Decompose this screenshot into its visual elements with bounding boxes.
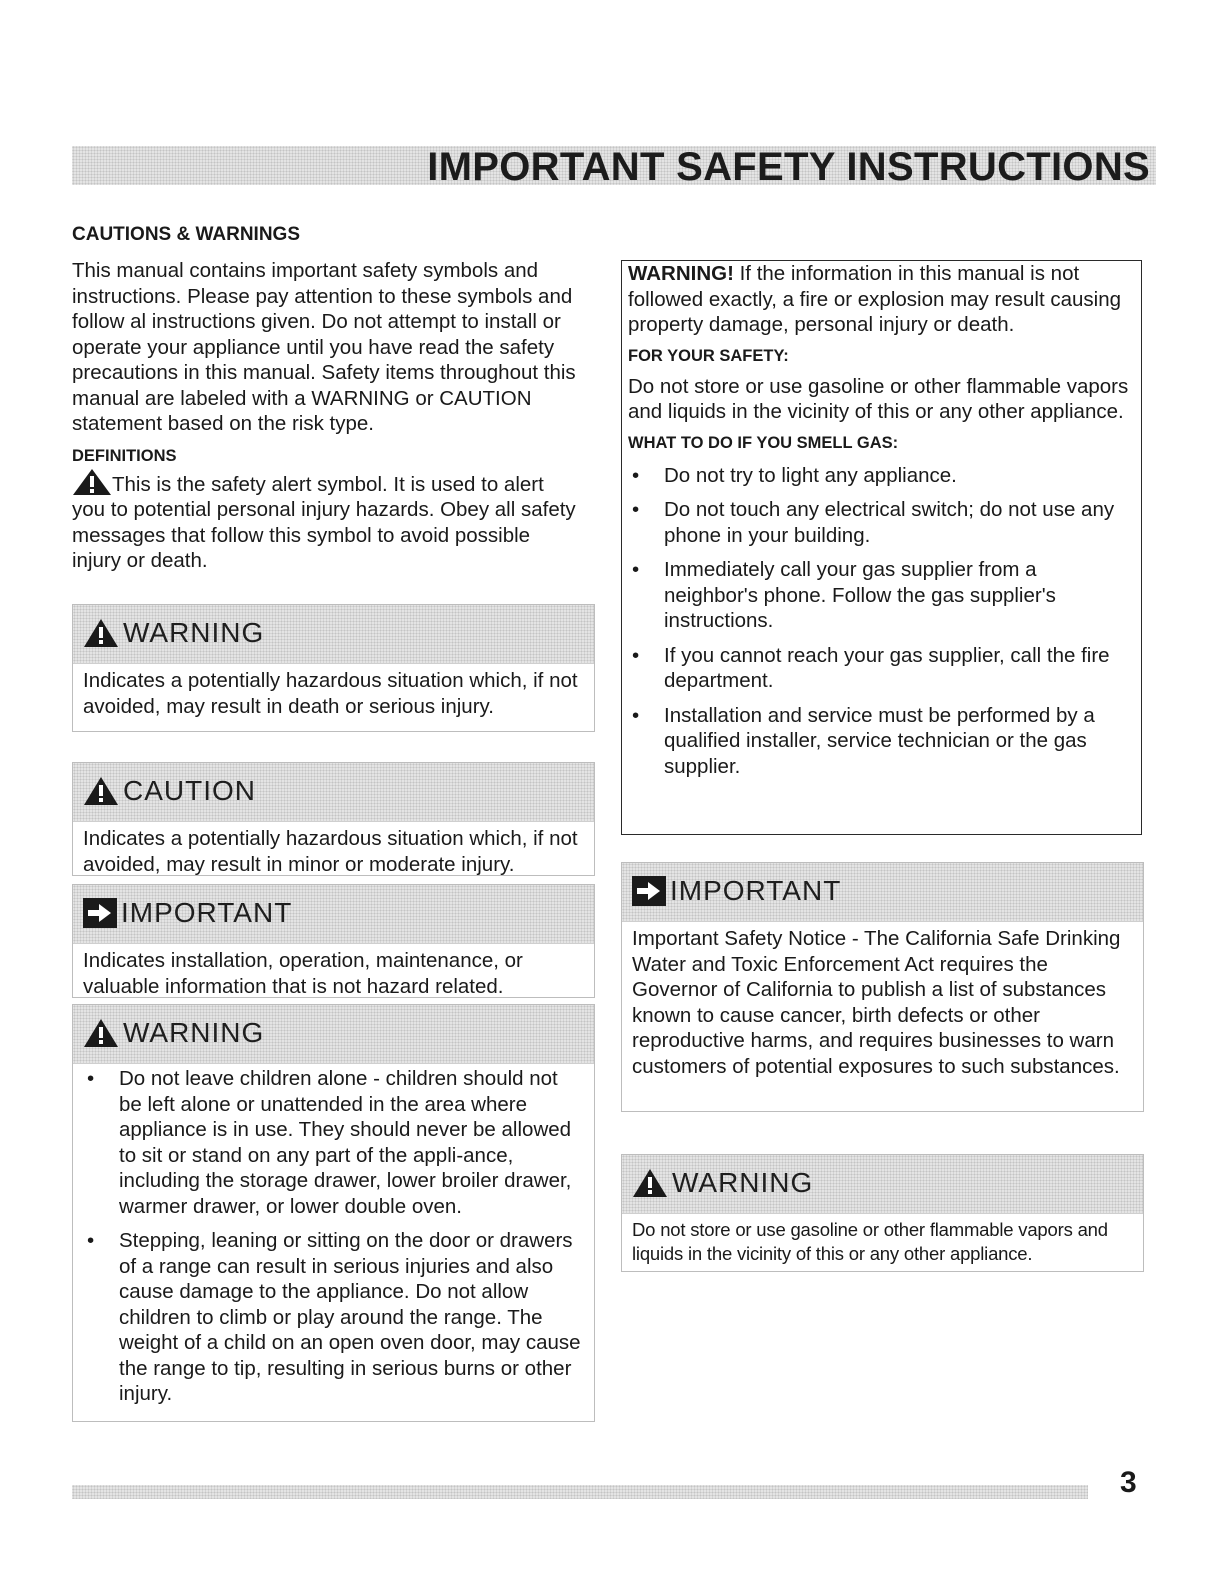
arrow-right-icon — [83, 898, 117, 928]
warning-triangle-icon — [632, 1168, 668, 1198]
important-definition-text: Indicates installation, operation, maintenance, or valuable information that is not hazard related. — [83, 949, 523, 998]
safety-text: Do not store or use gasoline or other flammable vapors and liquids in the vicinity of this or any other appliance. — [628, 374, 1129, 423]
definitions-paragraph — [72, 472, 582, 574]
warning-definition-text: Indicates a potentially hazardous situation which, if not avoided, may result in death or serious injury. — [83, 669, 578, 718]
children-warning-header — [73, 1005, 594, 1064]
flammable-warning-label: WARNING — [632, 1167, 813, 1199]
warning-label: WARNING — [83, 617, 264, 649]
california-notice-box — [621, 862, 1144, 1112]
title-band — [72, 145, 1156, 189]
list-item: • Do not try to light any appliance. — [628, 463, 1135, 489]
page-number: 3 — [1120, 1466, 1137, 1499]
list-item: • Do not leave children alone - children should not be left alone or unattended in the area where appliance is in use. They should never be allowed to sit or stand on any part of the appli-ance, including the storage drawer, lower broiler drawer, warmer drawer, or lower double oven. — [83, 1066, 584, 1219]
flammable-warning-text: Do not store or use gasoline or other flammable vapors and liquids in the vicinity of this or any other appliance. — [632, 1219, 1108, 1264]
arrow-right-icon — [632, 876, 666, 906]
caution-triangle-icon — [83, 776, 119, 806]
children-warning-box — [72, 1004, 595, 1422]
gas-warning-box — [621, 260, 1142, 835]
safety-alert-icon — [72, 468, 112, 496]
safety-title: FOR YOUR SAFETY: — [628, 346, 789, 365]
children-warning-list — [83, 1066, 584, 1407]
important-label: IMPORTANT — [83, 897, 292, 929]
list-item: • Immediately call your gas supplier from a neighbor's phone. Follow the gas supplier's instructions. — [628, 557, 1135, 634]
gas-title: WHAT TO DO IF YOU SMELL GAS: — [628, 433, 899, 452]
caution-label: CAUTION — [83, 775, 256, 807]
list-item: • Installation and service must be performed by a qualified installer, service technician or the gas supplier. — [628, 703, 1135, 780]
footer-band — [72, 1485, 1088, 1499]
california-label: IMPORTANT — [632, 875, 841, 907]
gas-warning-paragraph — [628, 261, 1135, 338]
warning-triangle-icon — [83, 1018, 119, 1048]
gas-list — [628, 463, 1135, 780]
california-header — [622, 863, 1143, 922]
definitions-title: DEFINITIONS — [72, 446, 177, 465]
definitions-text: This is the safety alert symbol. It is used to alert you to potential personal injury hazards. Obey all safety messages that follow this symbol to avoid possible injury or death. — [72, 472, 576, 572]
warning-triangle-icon — [83, 618, 119, 648]
intro-paragraph: This manual contains important safety symbols and instructions. Please pay attention to these symbols and follow al instructions given. Do not attempt to install or operate your appliance until you have read the safety precautions in this manual. Safety items throughout this manual are labeled with a WARNING or CAUTION statement based on the risk type. — [72, 259, 576, 435]
warning-text: If the information in this manual is not followed exactly, a fire or explosion may result causing property damage, personal injury or death. — [628, 262, 1121, 336]
section-title: CAUTIONS & WARNINGS — [72, 224, 300, 245]
warning-lead: WARNING! — [628, 262, 734, 285]
important-definition-box — [72, 884, 595, 998]
caution-definition-text: Indicates a potentially hazardous situation which, if not avoided, may result in minor or moderate injury. — [83, 827, 578, 876]
warning-definition-box — [72, 604, 595, 732]
list-item: • Stepping, leaning or sitting on the door or drawers of a range can result in serious injuries and also cause damage to the appliance. Do not allow children to climb or play around the range. The weight of a child on an open oven door, may cause the range to tip, resulting in serious burns or other injury. — [83, 1228, 584, 1407]
flammable-warning-box — [621, 1154, 1144, 1272]
children-warning-label: WARNING — [83, 1017, 264, 1049]
page-title: IMPORTANT SAFETY INSTRUCTIONS — [427, 145, 1150, 189]
caution-definition-box — [72, 762, 595, 876]
left-intro — [72, 224, 582, 574]
list-item: • If you cannot reach your gas supplier, call the fire department. — [628, 643, 1135, 694]
warning-header — [73, 605, 594, 664]
california-notice-text: Important Safety Notice - The California Safe Drinking Water and Toxic Enforcement Act requires the Governor of California to publish a list of substances known to cause cancer, birth defects or other reproductive harms, and requires businesses to warn customers of potential exposures to such substances. — [632, 927, 1121, 1078]
list-item: • Do not touch any electrical switch; do not use any phone in your building. — [628, 497, 1135, 548]
important-header — [73, 885, 594, 944]
flammable-warning-header — [622, 1155, 1143, 1214]
caution-header — [73, 763, 594, 822]
